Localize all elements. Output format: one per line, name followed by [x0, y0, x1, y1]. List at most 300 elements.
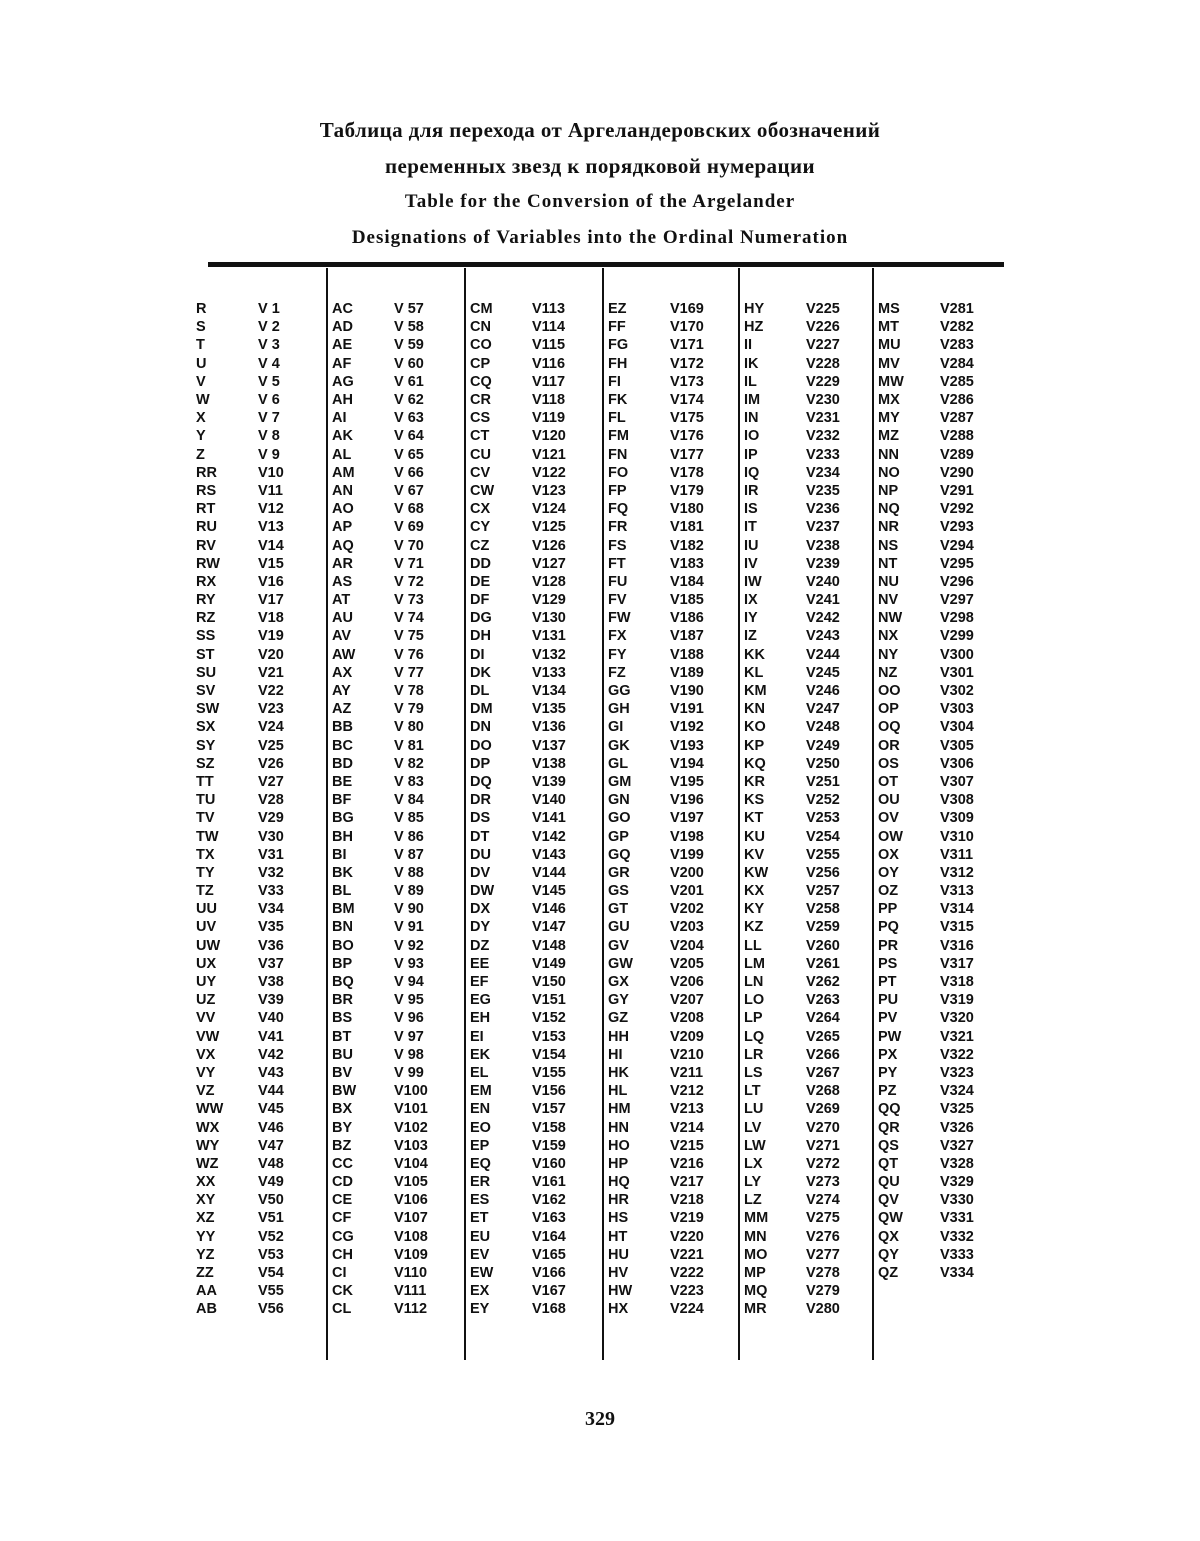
ordinal-number: V170	[670, 319, 704, 336]
ordinal-number: V264	[806, 1010, 840, 1027]
argelander-designation: PY	[878, 1064, 898, 1081]
ordinal-number: V255	[806, 846, 840, 863]
table-row	[878, 1028, 998, 1046]
table-row	[744, 791, 864, 809]
argelander-designation: MX	[878, 392, 900, 409]
table-row	[744, 646, 864, 664]
table-row	[332, 1228, 452, 1246]
ordinal-number: V112	[394, 1301, 428, 1318]
table-row	[744, 955, 864, 973]
argelander-designation: RR	[196, 464, 217, 481]
table-row	[470, 1300, 590, 1318]
table-row	[332, 609, 452, 627]
argelander-designation: DM	[470, 701, 493, 718]
table-row	[608, 609, 728, 627]
argelander-designation: EV	[470, 1246, 490, 1263]
argelander-designation: IU	[744, 537, 759, 554]
ordinal-number: V200	[670, 864, 704, 881]
table-row	[744, 1118, 864, 1136]
table-row	[744, 682, 864, 700]
argelander-designation: FO	[608, 464, 629, 481]
ordinal-number: V314	[940, 901, 974, 918]
table-row	[744, 664, 864, 682]
argelander-designation: SX	[196, 719, 216, 736]
ordinal-number: V226	[806, 319, 840, 336]
ordinal-number: V191	[670, 701, 704, 718]
argelander-designation: IM	[744, 392, 761, 409]
table-row	[608, 682, 728, 700]
ordinal-number: V216	[670, 1155, 704, 1172]
table-row	[470, 555, 590, 573]
table-row	[196, 427, 316, 445]
ordinal-number: V34	[258, 901, 284, 918]
table-row	[196, 900, 316, 918]
table-row	[878, 536, 998, 554]
ordinal-number: V282	[940, 319, 974, 336]
ordinal-number: V299	[940, 628, 974, 645]
ordinal-number: V21	[258, 664, 284, 681]
table-row	[470, 427, 590, 445]
argelander-designation: DU	[470, 846, 491, 863]
table-row	[332, 991, 452, 1009]
argelander-designation: EN	[470, 1101, 491, 1118]
argelander-designation: KR	[744, 773, 765, 790]
argelander-designation: EX	[470, 1283, 490, 1300]
argelander-designation: NQ	[878, 501, 900, 518]
table-row	[744, 900, 864, 918]
ordinal-number: V240	[806, 573, 840, 590]
table-row	[608, 1191, 728, 1209]
table-row	[878, 955, 998, 973]
argelander-designation: OP	[878, 701, 899, 718]
argelander-designation: HH	[608, 1028, 629, 1045]
table-row	[332, 391, 452, 409]
argelander-designation: GH	[608, 701, 630, 718]
argelander-designation: WW	[196, 1101, 224, 1118]
argelander-designation: FY	[608, 646, 627, 663]
ordinal-number: V257	[806, 883, 840, 900]
argelander-designation: CS	[470, 410, 491, 427]
ordinal-number: V156	[532, 1083, 566, 1100]
argelander-designation: FQ	[608, 501, 629, 518]
ordinal-number: V271	[806, 1137, 840, 1154]
ordinal-number: V261	[806, 955, 840, 972]
table-row	[470, 718, 590, 736]
table-row	[878, 1173, 998, 1191]
argelander-designation: TZ	[196, 883, 214, 900]
argelander-designation: FI	[608, 373, 621, 390]
table-row	[608, 1064, 728, 1082]
ordinal-number: V 80	[394, 719, 424, 736]
ordinal-number: V 7	[258, 410, 280, 427]
ordinal-number: V230	[806, 392, 840, 409]
argelander-designation: GS	[608, 883, 629, 900]
ordinal-number: V278	[806, 1265, 840, 1282]
table-row	[608, 573, 728, 591]
argelander-designation: DK	[470, 664, 491, 681]
argelander-designation: AO	[332, 501, 354, 518]
ordinal-number: V311	[940, 846, 974, 863]
ordinal-number: V135	[532, 701, 566, 718]
table-row	[470, 991, 590, 1009]
ordinal-number: V207	[670, 992, 704, 1009]
argelander-designation: CH	[332, 1246, 353, 1263]
ordinal-number: V317	[940, 955, 974, 972]
argelander-designation: S	[196, 319, 206, 336]
argelander-designation: HW	[608, 1283, 633, 1300]
argelander-designation: EU	[470, 1228, 491, 1245]
argelander-designation: DY	[470, 919, 491, 936]
argelander-designation: BW	[332, 1083, 357, 1100]
argelander-designation: LP	[744, 1010, 763, 1027]
table-row	[332, 1300, 452, 1318]
argelander-designation: BU	[332, 1046, 353, 1063]
argelander-designation: IN	[744, 410, 759, 427]
argelander-designation: FZ	[608, 664, 626, 681]
argelander-designation: CC	[332, 1155, 353, 1172]
table-row	[744, 355, 864, 373]
table-row	[470, 1173, 590, 1191]
table-row	[332, 900, 452, 918]
ordinal-number: V119	[532, 410, 566, 427]
argelander-designation: LU	[744, 1101, 764, 1118]
table-row	[744, 1246, 864, 1264]
title-en-line-2: Designations of Variables into the Ordinal Numeration	[351, 227, 849, 248]
table-row	[878, 591, 998, 609]
table-row	[470, 1028, 590, 1046]
argelander-designation: NR	[878, 519, 899, 536]
ordinal-number: V250	[806, 755, 840, 772]
table-row	[196, 791, 316, 809]
argelander-designation: OT	[878, 773, 899, 790]
ordinal-number: V37	[258, 955, 284, 972]
table-row	[470, 955, 590, 973]
ordinal-number: V321	[940, 1028, 974, 1045]
ordinal-number: V107	[394, 1210, 428, 1227]
argelander-designation: GG	[608, 683, 631, 700]
ordinal-number: V289	[940, 446, 974, 463]
ordinal-number: V125	[532, 519, 566, 536]
table-row	[878, 373, 998, 391]
table-row	[744, 573, 864, 591]
table-row	[470, 1100, 590, 1118]
ordinal-number: V139	[532, 773, 566, 790]
argelander-designation: BP	[332, 955, 353, 972]
argelander-designation: KN	[744, 701, 765, 718]
ordinal-number: V277	[806, 1246, 840, 1263]
table-row	[470, 646, 590, 664]
table-row	[608, 882, 728, 900]
ordinal-number: V319	[940, 992, 974, 1009]
argelander-designation: BI	[332, 846, 347, 863]
table-row	[608, 518, 728, 536]
ordinal-number: V 84	[394, 792, 424, 809]
ordinal-number: V114	[532, 319, 566, 336]
ordinal-number: V 64	[394, 428, 424, 445]
table-row	[196, 773, 316, 791]
table-row	[332, 591, 452, 609]
table-row	[470, 937, 590, 955]
table-row	[878, 336, 998, 354]
table-row	[608, 918, 728, 936]
ordinal-number: V 71	[394, 555, 424, 572]
table-row	[332, 536, 452, 554]
table-row	[878, 1228, 998, 1246]
ordinal-number: V199	[670, 846, 704, 863]
table-row	[878, 1009, 998, 1027]
argelander-designation: AY	[332, 683, 351, 700]
argelander-designation: EP	[470, 1137, 490, 1154]
ordinal-number: V320	[940, 1010, 974, 1027]
ordinal-number: V 59	[394, 337, 424, 354]
ordinal-number: V234	[806, 464, 840, 481]
table-row	[332, 755, 452, 773]
ordinal-number: V182	[670, 537, 704, 554]
table-row	[878, 1209, 998, 1227]
ordinal-number: V296	[940, 573, 974, 590]
table-row	[878, 300, 998, 318]
table-row	[196, 646, 316, 664]
ordinal-number: V220	[670, 1228, 704, 1245]
table-row	[470, 700, 590, 718]
ordinal-number: V210	[670, 1046, 704, 1063]
ordinal-number: V 8	[258, 428, 280, 445]
argelander-designation: HZ	[744, 319, 764, 336]
table-row	[878, 464, 998, 482]
argelander-designation: BL	[332, 883, 352, 900]
table-row	[196, 536, 316, 554]
table-row	[332, 718, 452, 736]
table-row	[744, 1264, 864, 1282]
argelander-designation: CK	[332, 1283, 353, 1300]
table-row	[196, 1100, 316, 1118]
argelander-designation: FH	[608, 355, 628, 372]
table-row	[332, 300, 452, 318]
argelander-designation: FK	[608, 392, 628, 409]
table-row	[470, 1282, 590, 1300]
argelander-designation: OZ	[878, 883, 899, 900]
argelander-designation: OY	[878, 864, 899, 881]
argelander-designation: SV	[196, 683, 216, 700]
argelander-designation: AH	[332, 392, 353, 409]
ordinal-number: V24	[258, 719, 284, 736]
ordinal-number: V22	[258, 683, 284, 700]
table-row	[878, 882, 998, 900]
argelander-designation: W	[196, 392, 210, 409]
argelander-designation: KL	[744, 664, 764, 681]
argelander-designation: EZ	[608, 301, 627, 318]
table-row	[196, 1028, 316, 1046]
table-row	[196, 1046, 316, 1064]
ordinal-number: V127	[532, 555, 566, 572]
table-row	[608, 1137, 728, 1155]
argelander-designation: AI	[332, 410, 347, 427]
ordinal-number: V54	[258, 1265, 284, 1282]
table-row	[878, 1082, 998, 1100]
ordinal-number: V20	[258, 646, 284, 663]
argelander-designation: IK	[744, 355, 759, 372]
argelander-designation: GV	[608, 937, 629, 954]
argelander-designation: KQ	[744, 755, 766, 772]
ordinal-number: V332	[940, 1228, 974, 1245]
ordinal-number: V116	[532, 355, 566, 372]
ordinal-number: V253	[806, 810, 840, 827]
ordinal-number: V137	[532, 737, 566, 754]
table-row	[608, 646, 728, 664]
argelander-designation: FS	[608, 537, 627, 554]
argelander-designation: VW	[196, 1028, 220, 1045]
argelander-designation: AS	[332, 573, 353, 590]
ordinal-number: V243	[806, 628, 840, 645]
ordinal-number: V209	[670, 1028, 704, 1045]
argelander-designation: CR	[470, 392, 491, 409]
table-row	[332, 518, 452, 536]
table-row	[332, 336, 452, 354]
ordinal-number: V13	[258, 519, 284, 536]
argelander-designation: IL	[744, 373, 757, 390]
ordinal-number: V318	[940, 974, 974, 991]
argelander-designation: KX	[744, 883, 765, 900]
argelander-designation: NV	[878, 592, 899, 609]
argelander-designation: GL	[608, 755, 629, 772]
ordinal-number: V252	[806, 792, 840, 809]
table-column	[744, 300, 864, 1319]
ordinal-number: V272	[806, 1155, 840, 1172]
table-row	[878, 446, 998, 464]
ordinal-number: V133	[532, 664, 566, 681]
argelander-designation: KT	[744, 810, 764, 827]
ordinal-number: V47	[258, 1137, 284, 1154]
ordinal-number: V118	[532, 392, 566, 409]
table-row	[744, 864, 864, 882]
ordinal-number: V 65	[394, 446, 424, 463]
argelander-designation: CT	[470, 428, 490, 445]
table-row	[878, 718, 998, 736]
table-row	[608, 427, 728, 445]
table-row	[332, 827, 452, 845]
ordinal-number: V206	[670, 974, 704, 991]
ordinal-number: V324	[940, 1083, 974, 1100]
table-row	[608, 1028, 728, 1046]
column-divider	[738, 268, 740, 1360]
ordinal-number: V45	[258, 1101, 284, 1118]
table-row	[196, 1082, 316, 1100]
ordinal-number: V111	[394, 1283, 427, 1300]
table-row	[608, 773, 728, 791]
argelander-designation: AE	[332, 337, 353, 354]
argelander-designation: CW	[470, 482, 495, 499]
ordinal-number: V181	[670, 519, 704, 536]
ordinal-number: V132	[532, 646, 566, 663]
table-row	[332, 1118, 452, 1136]
ordinal-number: V212	[670, 1083, 704, 1100]
table-row	[878, 573, 998, 591]
ordinal-number: V 69	[394, 519, 424, 536]
argelander-designation: GT	[608, 901, 629, 918]
table-row	[332, 864, 452, 882]
argelander-designation: PP	[878, 901, 898, 918]
ordinal-number: V172	[670, 355, 704, 372]
argelander-designation: TY	[196, 864, 215, 881]
table-row	[470, 900, 590, 918]
ordinal-number: V155	[532, 1064, 566, 1081]
argelander-designation: QT	[878, 1155, 899, 1172]
table-row	[744, 1009, 864, 1027]
argelander-designation: GN	[608, 792, 630, 809]
ordinal-number: V233	[806, 446, 840, 463]
table-row	[608, 737, 728, 755]
argelander-designation: FU	[608, 573, 628, 590]
argelander-designation: RV	[196, 537, 216, 554]
ordinal-number: V265	[806, 1028, 840, 1045]
argelander-designation: IX	[744, 592, 758, 609]
ordinal-number: V148	[532, 937, 566, 954]
argelander-designation: UZ	[196, 992, 216, 1009]
argelander-designation: CF	[332, 1210, 352, 1227]
table-row	[196, 573, 316, 591]
ordinal-number: V213	[670, 1101, 704, 1118]
ordinal-number: V232	[806, 428, 840, 445]
ordinal-number: V129	[532, 592, 566, 609]
table-row	[608, 1100, 728, 1118]
table-row	[196, 482, 316, 500]
ordinal-number: V50	[258, 1192, 284, 1209]
argelander-designation: WX	[196, 1119, 220, 1136]
table-row	[332, 1046, 452, 1064]
ordinal-number: V143	[532, 846, 566, 863]
argelander-designation: LY	[744, 1174, 762, 1191]
ordinal-number: V108	[394, 1228, 428, 1245]
argelander-designation: HO	[608, 1137, 630, 1154]
argelander-designation: AA	[196, 1283, 217, 1300]
argelander-designation: AM	[332, 464, 355, 481]
argelander-designation: QW	[878, 1210, 903, 1227]
table-row	[332, 1282, 452, 1300]
argelander-designation: EE	[470, 955, 490, 972]
ordinal-number: V290	[940, 464, 974, 481]
ordinal-number: V 72	[394, 573, 424, 590]
ordinal-number: V180	[670, 501, 704, 518]
argelander-designation: CM	[470, 301, 493, 318]
ordinal-number: V162	[532, 1192, 566, 1209]
argelander-designation: U	[196, 355, 207, 372]
ordinal-number: V145	[532, 883, 566, 900]
table-row	[332, 573, 452, 591]
ordinal-number: V128	[532, 573, 566, 590]
table-row	[608, 391, 728, 409]
table-row	[878, 846, 998, 864]
table-row	[470, 1064, 590, 1082]
table-row	[878, 664, 998, 682]
table-row	[878, 391, 998, 409]
table-row	[608, 664, 728, 682]
ordinal-number: V178	[670, 464, 704, 481]
table-column	[878, 300, 998, 1282]
ordinal-number: V175	[670, 410, 704, 427]
ordinal-number: V 66	[394, 464, 424, 481]
argelander-designation: AT	[332, 592, 351, 609]
ordinal-number: V27	[258, 773, 284, 790]
table-row	[608, 1173, 728, 1191]
table-row	[608, 336, 728, 354]
table-row	[332, 846, 452, 864]
argelander-designation: BB	[332, 719, 353, 736]
table-row	[196, 937, 316, 955]
table-row	[196, 1009, 316, 1027]
table-row	[878, 318, 998, 336]
argelander-designation: DH	[470, 628, 491, 645]
ordinal-number: V237	[806, 519, 840, 536]
